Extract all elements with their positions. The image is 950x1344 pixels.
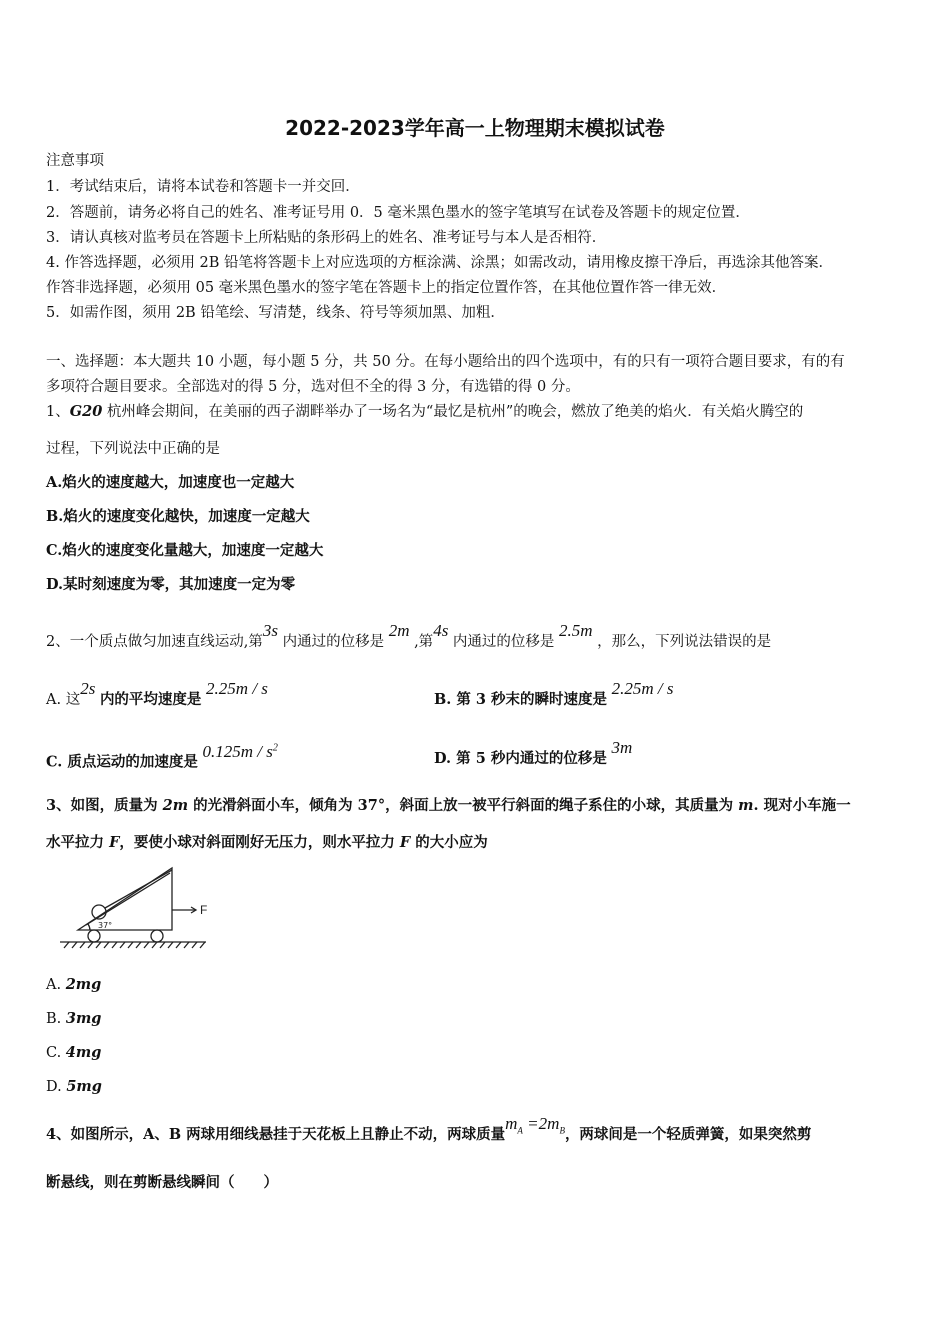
q4-text: 4、如图所示，A、B 两球用细线悬挂于天花板上且静止不动，两球质量 [46, 1126, 506, 1143]
q3-option-value: 2mg [65, 976, 102, 993]
q2-option-text: 内的平均速度是 [99, 691, 202, 708]
q2-math: 2.5m [559, 621, 593, 640]
notice-item: 作答非选择题，必须用 05 毫米黑色墨水的签字笔在答题卡上的指定位置作答，在其他位置作答一律无效． [46, 280, 727, 296]
q2-option-c [46, 741, 278, 773]
q3-option-value: 3mg [65, 1010, 102, 1027]
q2-text: 内通过的位移是 [452, 634, 555, 650]
q3-option-letter: A. [46, 977, 66, 993]
q3-option-letter: C. [46, 1045, 66, 1061]
q4-math-sub: A [517, 1125, 523, 1136]
q1-option-d: D.某时刻速度为零，其加速度一定为零 [46, 576, 296, 593]
q3-math: m [738, 797, 754, 814]
q3-text: . 现对小车施一 [753, 797, 851, 814]
q3-math: F [399, 834, 411, 851]
angle-arc [88, 924, 90, 930]
q2-math: 4s [433, 621, 449, 640]
q3-option-b [46, 1009, 101, 1029]
ground-hatching [64, 942, 205, 948]
q3-stem [46, 796, 851, 816]
q1-option-b: B.焰火的速度变化越快，加速度一定越大 [46, 508, 310, 525]
q2-math [203, 742, 278, 761]
q3-option-value: 4mg [65, 1044, 102, 1061]
q2-math: 2.25m / s [206, 679, 268, 698]
cart-wheel [151, 930, 163, 942]
notice-item: 3．请认真核对监考员在答题卡上所粘贴的条形码上的姓名、准考证号与本人是否相符． [46, 230, 607, 246]
q2-text: ,第 [414, 634, 434, 650]
q3-option-letter: D. [46, 1079, 67, 1095]
q3-option-c [46, 1043, 101, 1063]
q1-number: 1、 [46, 404, 70, 420]
q3-text: 的大小应为 [410, 834, 488, 851]
q1-stem-text: 杭州峰会期间，在美丽的西子湖畔举办了一场名为“最忆是杭州”的晚会，燃放了绝美的焰火．有关焰火腾空的 [102, 404, 804, 420]
q3-text: ，要使小球对斜面刚好无压力，则水平拉力 [119, 834, 400, 851]
section-instructions: 多项符合题目要求。全部选对的得 5 分，选对但不全的得 3 分，有选错的得 0 分。 [46, 379, 580, 395]
q2-option-b [434, 679, 674, 710]
q3-option-a [46, 975, 101, 995]
q2-option-a [46, 679, 268, 710]
notice-item: 4. 作答选择题，必须用 2B 铅笔将答题卡上对应选项的方框涂满、涂黑；如需改动，请用橡皮擦干净后，再选涂其他答案． [46, 255, 834, 271]
q2-math: 2s [80, 679, 96, 698]
q3-option-value: 5mg [66, 1078, 102, 1095]
notice-heading: 注意事项 [46, 153, 104, 169]
q3-text: 水平拉力 [46, 834, 110, 851]
q2-math-sup: 2 [272, 742, 278, 753]
section-instructions: 一、选择题：本大题共 10 小题，每小题 5 分，共 50 分。在每小题给出的四个选项中，有的只有一项符合题目要求，有的有 [46, 354, 845, 370]
q4-stem [46, 1114, 812, 1150]
q3-text: 3、如图，质量为 [46, 797, 163, 814]
q2-math: 3s [262, 621, 278, 640]
q4-math-m: m [547, 1114, 560, 1133]
q2-math: 3m [611, 738, 633, 757]
notice-item: 5．如需作图，须用 2B 铅笔绘、写清楚，线条、符号等须加黑、加粗． [46, 305, 505, 321]
q2-option-text: D. 第 5 秒内通过的位移是 [434, 750, 607, 767]
q2-option-d [434, 738, 633, 769]
q3-text: 的光滑斜面小车，倾角为 37°，斜面上放一被平行斜面的绳子系住的小球，其质量为 [188, 797, 739, 814]
incline-inner-line [86, 873, 170, 925]
notice-item: 1．考试结束后，请将本试卷和答题卡一并交回． [46, 179, 360, 195]
q2-text: 内通过的位移是 [282, 634, 385, 650]
q4-math-eq: =2 [522, 1114, 548, 1133]
q2-option-text: A. 这 [46, 692, 81, 708]
q2-math: 2m [388, 621, 410, 640]
q4-math [505, 1114, 565, 1136]
incline-cart-figure [56, 862, 226, 952]
cart-wheel [88, 930, 100, 942]
q2-math-value: 0.125m / s [202, 741, 273, 761]
q2-option-text: B. 第 3 秒末的瞬时速度是 [434, 691, 608, 708]
q1-option-c: C.焰火的速度变化量越大，加速度一定越大 [46, 542, 324, 559]
rope [105, 870, 172, 908]
q2-text: 2、一个质点做匀加速直线运动,第 [46, 634, 263, 650]
q2-math: 2.25m / s [611, 679, 674, 698]
q4-math-sub: B [559, 1125, 565, 1136]
q1-stem [46, 402, 803, 422]
page-title: 2022-2023学年高一上物理期末模拟试卷 [285, 116, 665, 140]
notice-item: 2．答题前，请务必将自己的姓名、准考证号用 0．5 毫米黑色墨水的签字笔填写在试卷及答题卡的规定位置． [46, 205, 750, 221]
q1-option-a: A.焰火的速度越大，加速度也一定越大 [46, 474, 295, 491]
q1-stem-cont: 过程，下列说法中正确的是 [46, 441, 220, 457]
q1-g20: G20 [69, 403, 103, 420]
q3-option-d [46, 1077, 102, 1097]
q3-math: 2m [162, 797, 189, 814]
angle-label: 37° [98, 921, 113, 930]
q4-text: ，两球间是一个轻质弹簧，如果突然剪 [564, 1126, 812, 1143]
force-label: F [200, 903, 208, 917]
q3-stem-cont [46, 833, 488, 853]
q3-math: F [109, 834, 120, 851]
q3-option-letter: B. [46, 1011, 66, 1027]
q2-text: ，那么，下列说法错误的是 [597, 634, 772, 650]
q2-stem [46, 621, 772, 652]
q4-math-m: m [505, 1114, 518, 1133]
q2-option-text: C. 质点运动的加速度是 [46, 753, 198, 771]
q4-stem-cont: 断悬线，则在剪断悬线瞬间（ ） [46, 1174, 278, 1191]
